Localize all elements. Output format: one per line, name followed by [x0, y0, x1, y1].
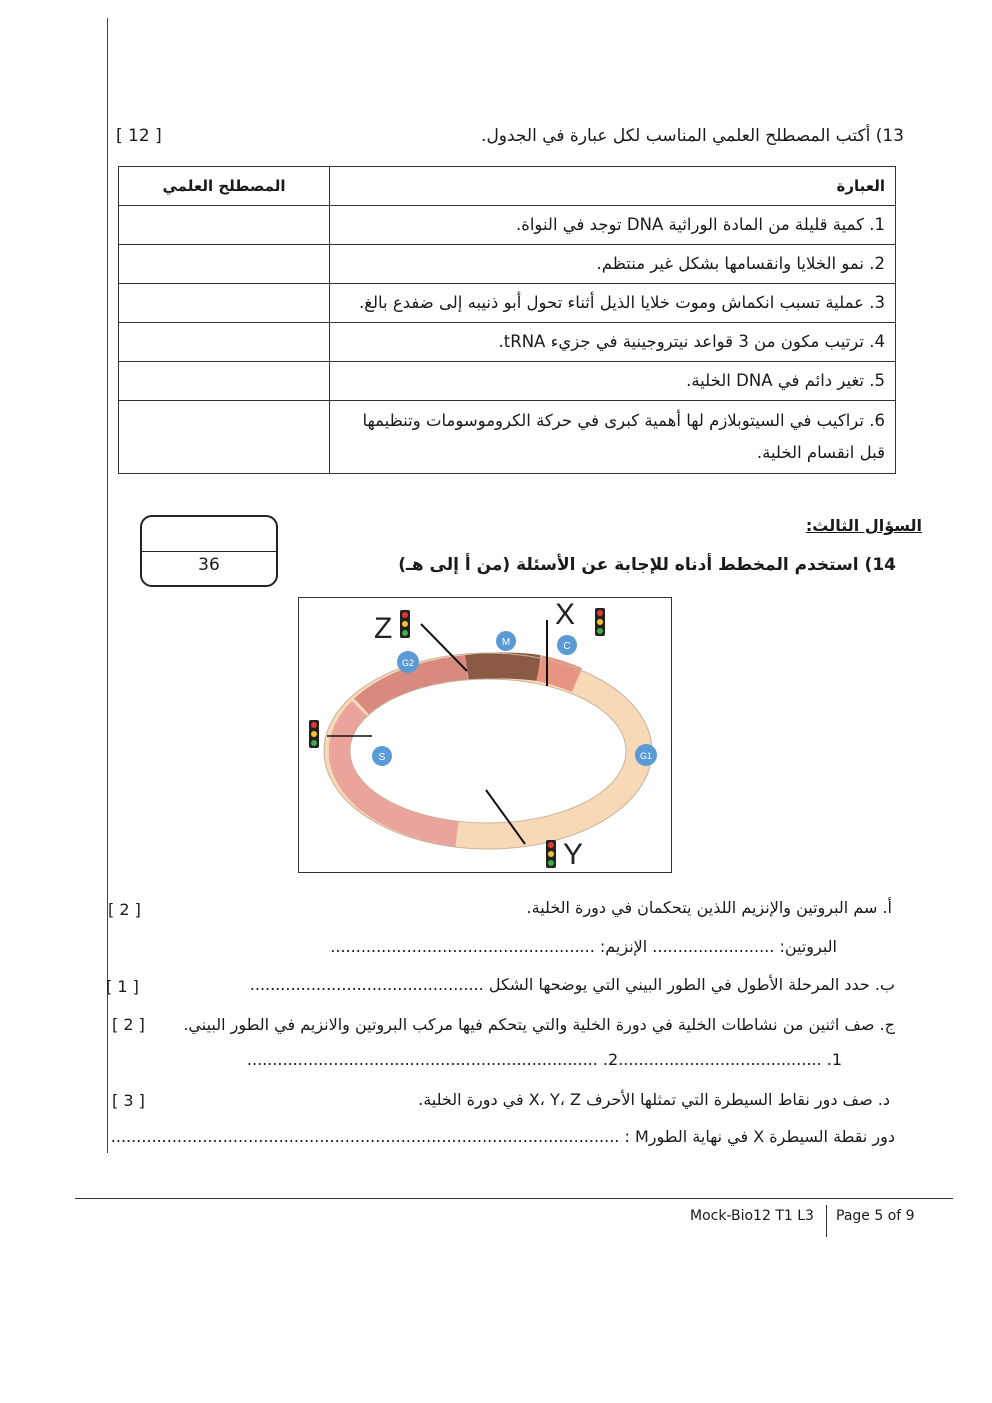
checkpoint-letter-x: X [555, 598, 576, 631]
q14-part-c-marks: [ 2 ] [112, 1015, 145, 1034]
cell-cycle-diagram [299, 598, 670, 871]
q14-title: 14) استخدم المخطط أدناه للإجابة عن الأسئلة (من أ إلى هـ) [398, 555, 896, 575]
q14-part-a-marks: [ 2 ] [108, 900, 141, 919]
section-three-heading: السؤال الثالث: [805, 516, 922, 535]
phase-badge-g1 [635, 744, 657, 766]
footer-doc-code: Mock-Bio12 T1 L3 [690, 1208, 814, 1224]
footer-separator [826, 1205, 827, 1237]
answer-cell-1[interactable] [119, 206, 330, 245]
m-band [467, 666, 539, 668]
ring-inner [350, 679, 626, 823]
traffic-light-icon [400, 610, 410, 638]
phase-badge-g2 [397, 651, 419, 673]
footer-rule [75, 1198, 953, 1199]
table-row [119, 206, 896, 245]
terms-table [118, 166, 896, 474]
phase-label-s: S [378, 752, 386, 763]
q14-part-d: د. صف دور نقاط السيطرة التي تمثلها الأحرف X، Y، Z في دورة الخلية. [418, 1090, 890, 1109]
q14-part-c-answer-line[interactable]: 1. ........................................2. ..................................................................... [246, 1050, 842, 1069]
phase-label-c: C [563, 641, 571, 652]
table-row [119, 323, 896, 362]
phase-label-g2: G2 [401, 658, 415, 668]
traffic-light-icon [546, 840, 556, 868]
phase-badge-c [557, 635, 577, 655]
table-row [119, 245, 896, 284]
q14-part-a-answer-line[interactable]: البروتين: ........................ الإنزيم: .................................................... [330, 937, 837, 956]
table-row [119, 284, 896, 323]
c-band [539, 668, 577, 680]
table-header-row [119, 167, 896, 206]
phase-label-m: M [501, 637, 511, 648]
q14-part-b-marks: [ 1 ] [106, 977, 139, 996]
q13-marks: [ 12 ] [116, 126, 162, 146]
checkpoint-letter-y: Y [563, 838, 584, 871]
q14-part-d-answer-line[interactable]: دور نقطة السيطرة X في نهاية الطورM : .................................................................................................... [110, 1127, 895, 1146]
q14-part-c: ج. صف اثنين من نشاطات الخلية في دورة الخلية والتي يتحكم فيها مركب البروتين والانزيم في الطور البيني. [183, 1015, 895, 1034]
answer-cell-6[interactable] [119, 401, 330, 474]
phase-label-g1: G1 [639, 751, 653, 761]
traffic-light-icon [309, 720, 319, 748]
footer-page-number: Page 5 of 9 [836, 1208, 915, 1224]
table-row [119, 362, 896, 401]
answer-cell-3[interactable] [119, 284, 330, 323]
header-term: المصطلح العلمي [119, 167, 330, 206]
score-box [140, 515, 278, 587]
q14-part-d-marks: [ 3 ] [112, 1091, 145, 1110]
cell-cycle-figure [298, 597, 672, 873]
answer-cell-2[interactable] [119, 245, 330, 284]
q14-part-a: أ. سم البروتين والإنزيم اللذين يتحكمان في دورة الخلية. [526, 898, 892, 917]
phase-badge-s [372, 746, 392, 766]
statement-3: 3. عملية تسبب انكماش وموت خلايا الذيل أثناء تحول أبو ذنيبه إلى ضفدع بالغ. [330, 284, 896, 323]
statement-2: 2. نمو الخلايا وانقسامها بشكل غير منتظم. [330, 245, 896, 284]
statement-6 [330, 401, 896, 474]
table-row [119, 401, 896, 474]
answer-cell-4[interactable] [119, 323, 330, 362]
statement-6-line1: 6. تراكيب في السيتوبلازم لها أهمية كبرى في حركة الكروموسومات وتنظيمها [362, 410, 885, 430]
statement-1: 1. كمية قليلة من المادة الوراثية DNA توجد في النواة. [330, 206, 896, 245]
q13-title: 13) أكتب المصطلح العلمي المناسب لكل عبارة في الجدول. [481, 126, 904, 146]
phase-badge-m [496, 631, 516, 651]
score-box-divider [142, 551, 276, 552]
statement-5: 5. تغير دائم في DNA الخلية. [330, 362, 896, 401]
score-total: 36 [198, 555, 220, 575]
statement-6-line2: قبل انقسام الخلية. [756, 443, 885, 462]
traffic-light-icon [595, 608, 605, 636]
answer-cell-5[interactable] [119, 362, 330, 401]
header-statement: العبارة [330, 167, 896, 206]
checkpoint-letter-z: Z [374, 612, 393, 645]
q14-part-b[interactable]: ب. حدد المرحلة الأطول في الطور البيني التي يوضحها الشكل .............................................. [249, 975, 895, 994]
statement-4: 4. ترتيب مكون من 3 قواعد نيتروجينية في جزيء tRNA. [330, 323, 896, 362]
